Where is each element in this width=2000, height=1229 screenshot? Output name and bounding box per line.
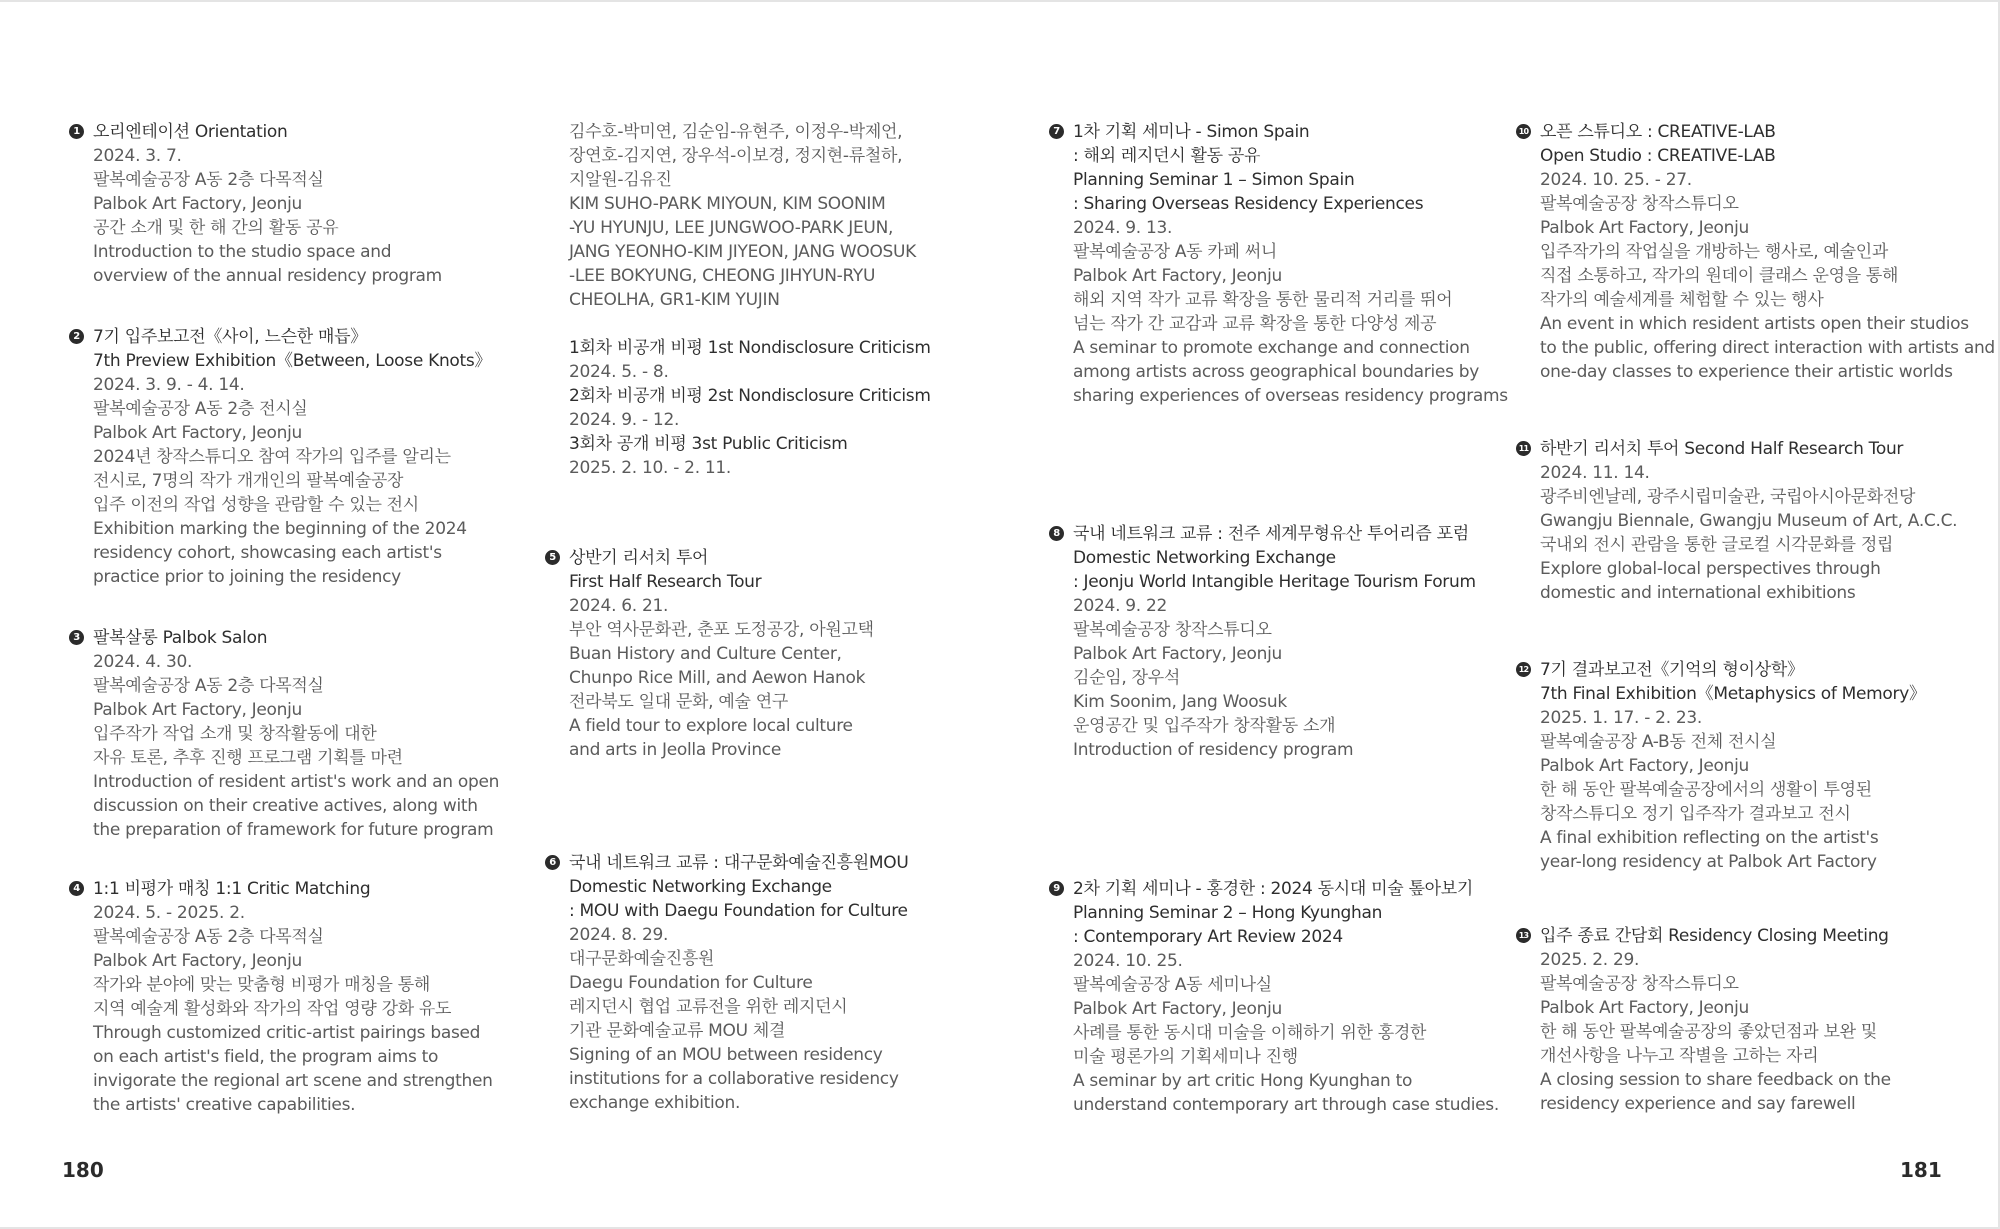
entry-number-badge: 7 xyxy=(1049,124,1064,139)
entry-text-line: 국내외 전시 관람을 통한 글로컬 시각문화를 정립 xyxy=(1540,535,1894,555)
entry-heading-line: 국내 네트워크 교류 : 전주 세계무형유산 투어리즘 포럼 xyxy=(1073,524,1469,544)
entry-text-line: practice prior to joining the residency xyxy=(93,567,401,587)
entry-text-line: 팔복예술공장 A동 2층 다목적실 xyxy=(93,676,324,696)
entry-text-line: 팔복예술공장 A동 2층 다목적실 xyxy=(93,927,324,947)
entry-heading-line: 3회차 공개 비평 3st Public Criticism xyxy=(569,434,848,454)
entry-text-line: 운영공간 및 입주작가 창작활동 소개 xyxy=(1073,716,1336,736)
entry-text-line: 개선사항을 나누고 작별을 고하는 자리 xyxy=(1540,1046,1819,1066)
schedule-entry xyxy=(1053,120,1528,408)
entry-text-line: Gwangju Biennale, Gwangju Museum of Art, A.C.C. xyxy=(1540,511,1958,531)
entry-text-line: CHEOLHA, GR1-KIM YUJIN xyxy=(569,290,780,310)
entry-text-line: among artists across geographical boundaries by xyxy=(1073,362,1479,382)
entry-text-line: 해외 지역 작가 교류 확장을 통한 물리적 거리를 뛰어 xyxy=(1073,290,1453,310)
entry-text-line: 지알원-김유진 xyxy=(569,170,672,190)
entry-heading-line: : Contemporary Art Review 2024 xyxy=(1073,927,1343,947)
entry-text-line: Palbok Art Factory, Jeonju xyxy=(1073,266,1283,286)
entry-text-line: Daegu Foundation for Culture xyxy=(569,973,813,993)
entry-text-line: 2024. 9. 13. xyxy=(1073,218,1173,238)
entry-text-line: 대구문화예술진흥원 xyxy=(569,949,715,969)
entry-heading-line: 7기 입주보고전《사이, 느슨한 매듭》 xyxy=(93,327,367,347)
entry-text-line: Palbok Art Factory, Jeonju xyxy=(1540,218,1750,238)
entry-text-line: 2024년 창작스튜디오 참여 작가의 입주를 알리는 xyxy=(93,447,451,467)
entry-heading-line: 하반기 리서치 투어 Second Half Research Tour xyxy=(1540,439,1904,459)
entry-number-badge: 9 xyxy=(1049,881,1064,896)
entry-heading-line: Domestic Networking Exchange xyxy=(569,877,832,897)
entry-text-line: residency cohort, showcasing each artist's xyxy=(93,543,442,563)
entry-text-line: Palbok Art Factory, Jeonju xyxy=(93,700,303,720)
entry-text-line: 작가의 예술세계를 체험할 수 있는 행사 xyxy=(1540,290,1824,310)
entry-text-line: Through customized critic-artist pairings based xyxy=(93,1023,481,1043)
entry-text-line: A seminar to promote exchange and connection xyxy=(1073,338,1470,358)
entry-heading-line: 7th Final Exhibition《Metaphysics of Memory》 xyxy=(1540,684,1926,704)
entry-number-badge: 11 xyxy=(1516,441,1531,456)
entry-text-line: 2025. 2. 10. - 2. 11. xyxy=(569,458,732,478)
entry-text-line: 2024. 10. 25. xyxy=(1073,951,1183,971)
entry-text-line: 팔복예술공장 A동 세미나실 xyxy=(1073,975,1272,995)
entry-heading-line: : Sharing Overseas Residency Experiences xyxy=(1073,194,1424,214)
entry-text-line: 공간 소개 및 한 해 간의 활동 공유 xyxy=(93,218,339,238)
entry-text-line: exchange exhibition. xyxy=(569,1093,741,1113)
entry-heading-line: : MOU with Daegu Foundation for Culture xyxy=(569,901,908,921)
entry-heading-line: 국내 네트워크 교류 : 대구문화예술진흥원MOU xyxy=(569,853,909,873)
entry-text-line: 팔복예술공장 창작스튜디오 xyxy=(1540,974,1739,994)
entry-text-line: Exhibition marking the beginning of the 2024 xyxy=(93,519,467,539)
entry-text-line: 2024. 9. - 12. xyxy=(569,410,680,430)
schedule-entry xyxy=(73,877,548,1117)
schedule-entry xyxy=(1518,658,1995,874)
entry-text-line: 2025. 1. 17. - 2. 23. xyxy=(1540,708,1703,728)
entry-text-line: 2024. 5. - 8. xyxy=(569,362,669,382)
schedule-entry xyxy=(1518,120,1995,384)
entry-text-line: 2024. 10. 25. - 27. xyxy=(1540,170,1692,190)
entry-heading-line: 1:1 비평가 매칭 1:1 Critic Matching xyxy=(93,879,371,899)
entry-number-badge: 6 xyxy=(545,855,560,870)
entry-heading-line: 입주 종료 간담회 Residency Closing Meeting xyxy=(1540,926,1889,946)
entry-text-line: sharing experiences of overseas residency programs xyxy=(1073,386,1508,406)
entry-text-line: on each artist's field, the program aims to xyxy=(93,1047,439,1067)
entry-text-line: A field tour to explore local culture xyxy=(569,716,853,736)
entry-text-line: Palbok Art Factory, Jeonju xyxy=(1073,999,1283,1019)
entry-text-line: institutions for a collaborative residency xyxy=(569,1069,899,1089)
entry-text-line: Explore global-local perspectives through xyxy=(1540,559,1881,579)
entry-text-line: domestic and international exhibitions xyxy=(1540,583,1856,603)
entry-text-line: 2024. 11. 14. xyxy=(1540,463,1650,483)
entry-text-line: the preparation of framework for future program xyxy=(93,820,494,840)
entry-heading-line: : 해외 레지던시 활동 공유 xyxy=(1073,146,1261,166)
entry-heading-line: : Jeonju World Intangible Heritage Tourism Forum xyxy=(1073,572,1476,592)
entry-number-badge: 5 xyxy=(545,550,560,565)
entry-text-line: Palbok Art Factory, Jeonju xyxy=(93,423,303,443)
schedule-entry xyxy=(1053,522,1528,762)
entry-heading-line: Open Studio : CREATIVE-LAB xyxy=(1540,146,1776,166)
schedule-entry xyxy=(1518,437,1995,605)
entry-text-line: 장연호-김지연, 장우석-이보경, 정지현-류철하, xyxy=(569,146,903,166)
entry-text-line: 자유 토론, 추후 진행 프로그램 기획틀 마련 xyxy=(93,748,403,768)
entry-text-line: A seminar by art critic Hong Kyunghan to xyxy=(1073,1071,1413,1091)
page-number-right: 181 xyxy=(1900,1158,1942,1182)
schedule-entry xyxy=(73,626,548,842)
entry-text-line: 팔복예술공장 A동 카페 써니 xyxy=(1073,242,1277,262)
entry-text-line: 미술 평론가의 기획세미나 진행 xyxy=(1073,1047,1298,1067)
entry-text-line: 팔복예술공장 창작스튜디오 xyxy=(1073,620,1272,640)
entry-text-line: Palbok Art Factory, Jeonju xyxy=(93,194,303,214)
entry-text-line: Palbok Art Factory, Jeonju xyxy=(1540,998,1750,1018)
entry-text-line: 김수호-박미연, 김순임-유현주, 이정우-박제언, xyxy=(569,122,903,142)
entry-heading-line: 2회차 비공개 비평 2st Nondisclosure Criticism xyxy=(569,386,931,406)
entry-text-line: the artists' creative capabilities. xyxy=(93,1095,356,1115)
entry-text-line: year-long residency at Palbok Art Factory xyxy=(1540,852,1877,872)
entry-heading-line: 7기 결과보고전《기억의 형이상학》 xyxy=(1540,660,1804,680)
entry-number-badge: 2 xyxy=(69,329,84,344)
entry-number-badge: 13 xyxy=(1516,928,1531,943)
entry-text-line: Palbok Art Factory, Jeonju xyxy=(1540,756,1750,776)
entry-text-line: 한 해 동안 팔복예술공장에서의 생활이 투영된 xyxy=(1540,780,1872,800)
entry-text-line: 창작스튜디오 정기 입주작가 결과보고 전시 xyxy=(1540,804,1851,824)
entry-text-line: 광주비엔날레, 광주시립미술관, 국립아시아문화전당 xyxy=(1540,487,1916,507)
entry-text-line: 사례를 통한 동시대 미술을 이해하기 위한 홍경한 xyxy=(1073,1023,1427,1043)
schedule-entry xyxy=(73,325,548,589)
entry-text-line: understand contemporary art through case studies. xyxy=(1073,1095,1499,1115)
entry-heading-line: 1차 기획 세미나 - Simon Spain xyxy=(1073,122,1310,142)
entry-text-line: 넘는 작가 간 교감과 교류 확장을 통한 다양성 제공 xyxy=(1073,314,1437,334)
entry-text-line: invigorate the regional art scene and strengthen xyxy=(93,1071,493,1091)
entry-heading-line: 2차 기획 세미나 - 홍경한 : 2024 동시대 미술 톺아보기 xyxy=(1073,879,1473,899)
entry-text-line: one-day classes to experience their artistic worlds xyxy=(1540,362,1953,382)
entry-heading-line: Planning Seminar 2 – Hong Kyunghan xyxy=(1073,903,1383,923)
entry-text-line: Introduction of residency program xyxy=(1073,740,1354,760)
entry-text-line: 한 해 동안 팔복예술공장의 좋았던점과 보완 및 xyxy=(1540,1022,1877,1042)
entry-text-line: 레지던시 협업 교류전을 위한 레지던시 xyxy=(569,997,848,1017)
entry-text-line: Signing of an MOU between residency xyxy=(569,1045,883,1065)
entry-number-badge: 8 xyxy=(1049,526,1064,541)
entry-text-line: 입주 이전의 작업 성향을 관람할 수 있는 전시 xyxy=(93,495,419,515)
entry-heading-line: First Half Research Tour xyxy=(569,572,762,592)
entry-text-line: 김순임, 장우석 xyxy=(1073,668,1180,688)
entry-text-line: Buan History and Culture Center, xyxy=(569,644,842,664)
schedule-entry xyxy=(569,120,1024,480)
entry-number-badge: 10 xyxy=(1516,124,1531,139)
entry-text-line: 전시로, 7명의 작가 개개인의 팔복예술공장 xyxy=(93,471,404,491)
schedule-entry xyxy=(1053,877,1528,1117)
entry-text-line: overview of the annual residency program xyxy=(93,266,442,286)
entry-text-line: 입주작가의 작업실을 개방하는 행사로, 예술인과 xyxy=(1540,242,1888,262)
entry-heading-line: Domestic Networking Exchange xyxy=(1073,548,1336,568)
entry-text-line: 직접 소통하고, 작가의 원데이 클래스 운영을 통해 xyxy=(1540,266,1899,286)
entry-text-line: -LEE BOKYUNG, CHEONG JIHYUN-RYU xyxy=(569,266,876,286)
entry-number-badge: 1 xyxy=(69,124,84,139)
entry-text-line: 작가와 분야에 맞는 맞춤형 비평가 매칭을 통해 xyxy=(93,975,430,995)
entry-text-line: 2024. 4. 30. xyxy=(93,652,193,672)
entry-text-line: 2024. 5. - 2025. 2. xyxy=(93,903,245,923)
entry-text-line: Kim Soonim, Jang Woosuk xyxy=(1073,692,1287,712)
entry-text-line: 2024. 3. 7. xyxy=(93,146,182,166)
entry-text-line: JANG YEONHO-KIM JIYEON, JANG WOOSUK xyxy=(569,242,917,262)
entry-text-line: 지역 예술계 활성화와 작가의 작업 영량 강화 유도 xyxy=(93,999,452,1019)
entry-text-line: Introduction to the studio space and xyxy=(93,242,392,262)
entry-text-line: 팔복예술공장 창작스튜디오 xyxy=(1540,194,1739,214)
schedule-entry xyxy=(73,120,548,288)
entry-heading-line: 오픈 스튜디오 : CREATIVE-LAB xyxy=(1540,122,1776,142)
entry-text-line: -YU HYUNJU, LEE JUNGWOO-PARK JEUN, xyxy=(569,218,894,238)
entry-text-line: 입주작가 작업 소개 및 창작활동에 대한 xyxy=(93,724,377,744)
entry-number-badge: 12 xyxy=(1516,662,1531,677)
entry-text-line: to the public, offering direct interaction with artists and xyxy=(1540,338,1995,358)
entry-text-line: 팔복예술공장 A-B동 전체 전시실 xyxy=(1540,732,1777,752)
entry-text-line: An event in which resident artists open their studios xyxy=(1540,314,1969,334)
entry-text-line: Palbok Art Factory, Jeonju xyxy=(93,951,303,971)
entry-heading-line: Planning Seminar 1 – Simon Spain xyxy=(1073,170,1355,190)
entry-text-line: 팔복예술공장 A동 2층 다목적실 xyxy=(93,170,324,190)
entry-heading-line: 7th Preview Exhibition《Between, Loose Knots》 xyxy=(93,351,492,371)
schedule-entry xyxy=(549,851,1024,1115)
entry-text-line: 기관 문화예술교류 MOU 체결 xyxy=(569,1021,786,1041)
entry-text-line: Palbok Art Factory, Jeonju xyxy=(1073,644,1283,664)
entry-text-line: Introduction of resident artist's work and an open xyxy=(93,772,500,792)
schedule-entry xyxy=(1518,924,1995,1116)
entry-heading-line: 상반기 리서치 투어 xyxy=(569,548,709,568)
entry-text-line: residency experience and say farewell xyxy=(1540,1094,1856,1114)
entry-heading-line: 1회차 비공개 비평 1st Nondisclosure Criticism xyxy=(569,338,931,358)
entry-text-line: 2024. 3. 9. - 4. 14. xyxy=(93,375,245,395)
entry-text-line: 2024. 6. 21. xyxy=(569,596,669,616)
entry-text-line: 전라북도 일대 문화, 예술 연구 xyxy=(569,692,788,712)
entry-number-badge: 3 xyxy=(69,630,84,645)
entry-heading-line: 팔복살롱 Palbok Salon xyxy=(93,628,268,648)
entry-text-line: 부안 역사문화관, 춘포 도정공강, 아원고택 xyxy=(569,620,874,640)
entry-text-line: 2024. 8. 29. xyxy=(569,925,669,945)
entry-text-line: A final exhibition reflecting on the artist's xyxy=(1540,828,1879,848)
entry-heading-line: 오리엔테이션 Orientation xyxy=(93,122,288,142)
spacer xyxy=(569,312,1024,336)
entry-text-line: 팔복예술공장 A동 2층 전시실 xyxy=(93,399,308,419)
entry-text-line: Chunpo Rice Mill, and Aewon Hanok xyxy=(569,668,866,688)
entry-number-badge: 4 xyxy=(69,881,84,896)
entry-text-line: KIM SUHO-PARK MIYOUN, KIM SOONIM xyxy=(569,194,886,214)
entry-text-line: discussion on their creative actives, along with xyxy=(93,796,478,816)
entry-text-line: 2024. 9. 22 xyxy=(1073,596,1168,616)
entry-text-line: and arts in Jeolla Province xyxy=(569,740,781,760)
entry-text-line: 2025. 2. 29. xyxy=(1540,950,1640,970)
entry-text-line: A closing session to share feedback on the xyxy=(1540,1070,1891,1090)
page-number-left: 180 xyxy=(62,1158,104,1182)
schedule-entry xyxy=(549,546,1024,762)
